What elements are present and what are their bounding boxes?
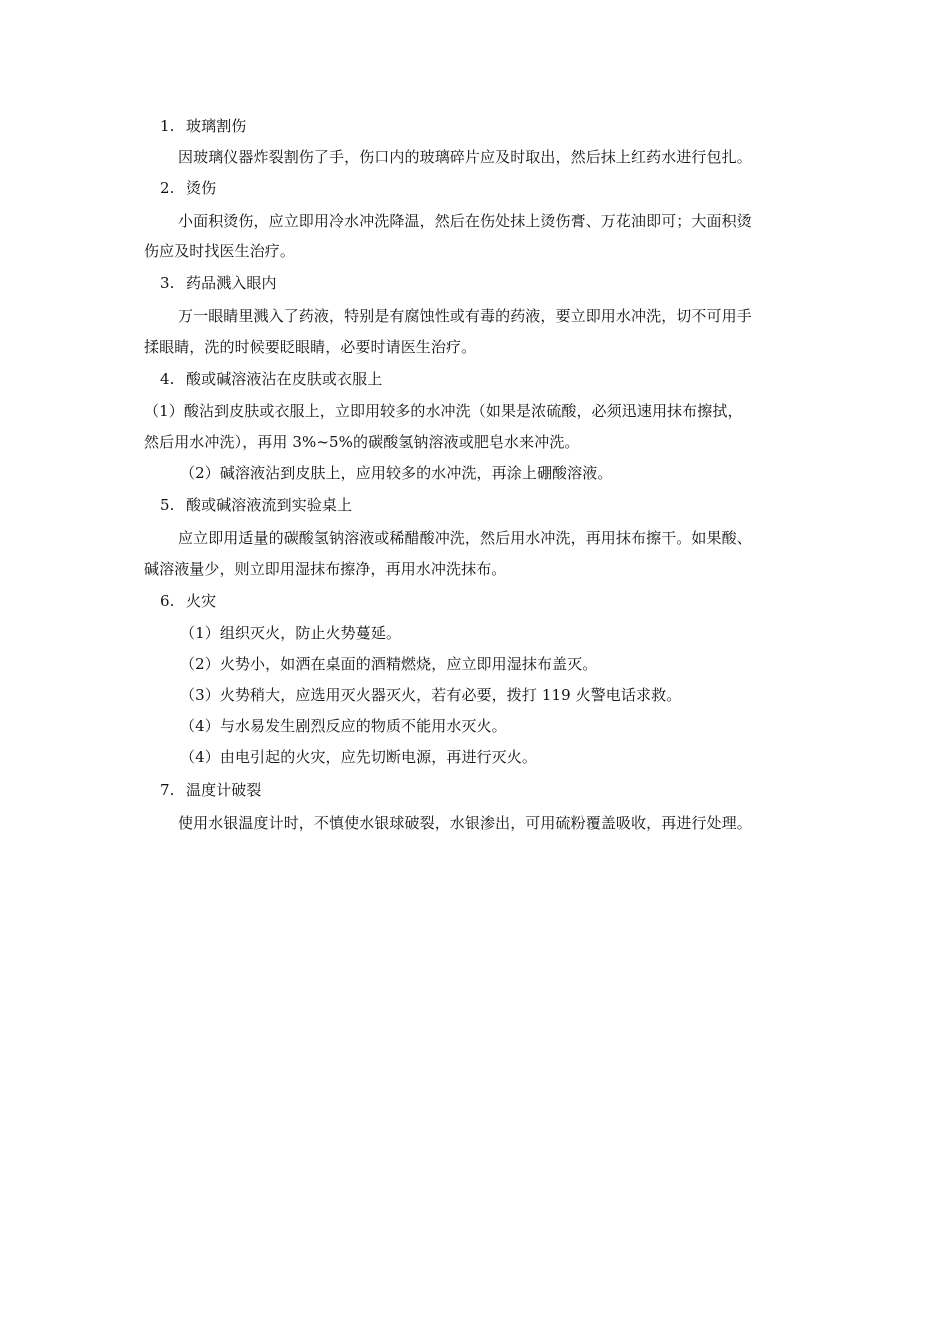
section-title: 火灾 xyxy=(186,592,217,610)
section-number: 7. xyxy=(160,781,175,799)
section-heading xyxy=(160,177,216,199)
paragraph-line: （3）火势稍大，应选用灭火器灭火，若有必要，拨打 119 火警电话求救。 xyxy=(180,686,682,704)
paragraph-line: 应立即用适量的碳酸氢钠溶液或稀醋酸冲洗，然后用水冲洗，再用抹布擦干。如果酸、 xyxy=(178,529,752,547)
section-title: 温度计破裂 xyxy=(186,781,262,799)
paragraph-line: 揉眼睛，洗的时候要眨眼睛，必要时请医生治疗。 xyxy=(144,338,477,356)
paragraph-line: （1）组织灭火，防止火势蔓延。 xyxy=(180,624,402,642)
section-heading xyxy=(160,115,246,137)
section-number: 4. xyxy=(160,370,175,388)
paragraph-line: （4）由电引起的火灾，应先切断电源，再进行灭火。 xyxy=(180,748,537,766)
section-number: 2. xyxy=(160,179,175,197)
paragraph-line: （4）与水易发生剧烈反应的物质不能用水灭火。 xyxy=(180,717,507,735)
section-heading xyxy=(160,272,277,294)
paragraph-line: 使用水银温度计时，不慎使水银球破裂，水银渗出，可用硫粉覆盖吸收，再进行处理。 xyxy=(178,814,752,832)
paragraph-line: 万一眼睛里溅入了药液，特别是有腐蚀性或有毒的药液，要立即用水冲洗，切不可用手 xyxy=(178,307,752,325)
section-heading xyxy=(160,779,262,801)
paragraph-line: 伤应及时找医生治疗。 xyxy=(144,242,296,260)
section-number: 1. xyxy=(160,117,175,135)
section-heading xyxy=(160,494,352,516)
paragraph-line: （1）酸沾到皮肤或衣服上，立即用较多的水冲洗（如果是浓硫酸，必须迅速用抹布擦拭， xyxy=(144,402,743,420)
section-heading xyxy=(160,590,216,612)
paragraph-line: （2）火势小，如洒在桌面的酒精燃烧，应立即用湿抹布盖灭。 xyxy=(180,655,598,673)
section-title: 药品溅入眼内 xyxy=(186,274,277,292)
section-title: 酸或碱溶液流到实验桌上 xyxy=(186,496,353,514)
section-number: 3. xyxy=(160,274,175,292)
paragraph-line: 碱溶液量少，则立即用湿抹布擦净，再用水冲洗抹布。 xyxy=(144,560,507,578)
section-title: 酸或碱溶液沾在皮肤或衣服上 xyxy=(186,370,383,388)
section-title: 玻璃割伤 xyxy=(186,117,247,135)
section-heading xyxy=(160,368,382,390)
section-number: 6. xyxy=(160,592,175,610)
paragraph-line: 然后用水冲洗），再用 3%~5%的碳酸氢钠溶液或肥皂水来冲洗。 xyxy=(144,433,580,451)
paragraph-line: 因玻璃仪器炸裂割伤了手，伤口内的玻璃碎片应及时取出，然后抹上红药水进行包扎。 xyxy=(178,148,752,166)
paragraph-line: 小面积烫伤，应立即用冷水冲洗降温，然后在伤处抹上烫伤膏、万花油即可；大面积烫 xyxy=(178,212,752,230)
section-number: 5. xyxy=(160,496,175,514)
section-title: 烫伤 xyxy=(186,179,217,197)
paragraph-line: （2）碱溶液沾到皮肤上，应用较多的水冲洗，再涂上硼酸溶液。 xyxy=(180,464,613,482)
